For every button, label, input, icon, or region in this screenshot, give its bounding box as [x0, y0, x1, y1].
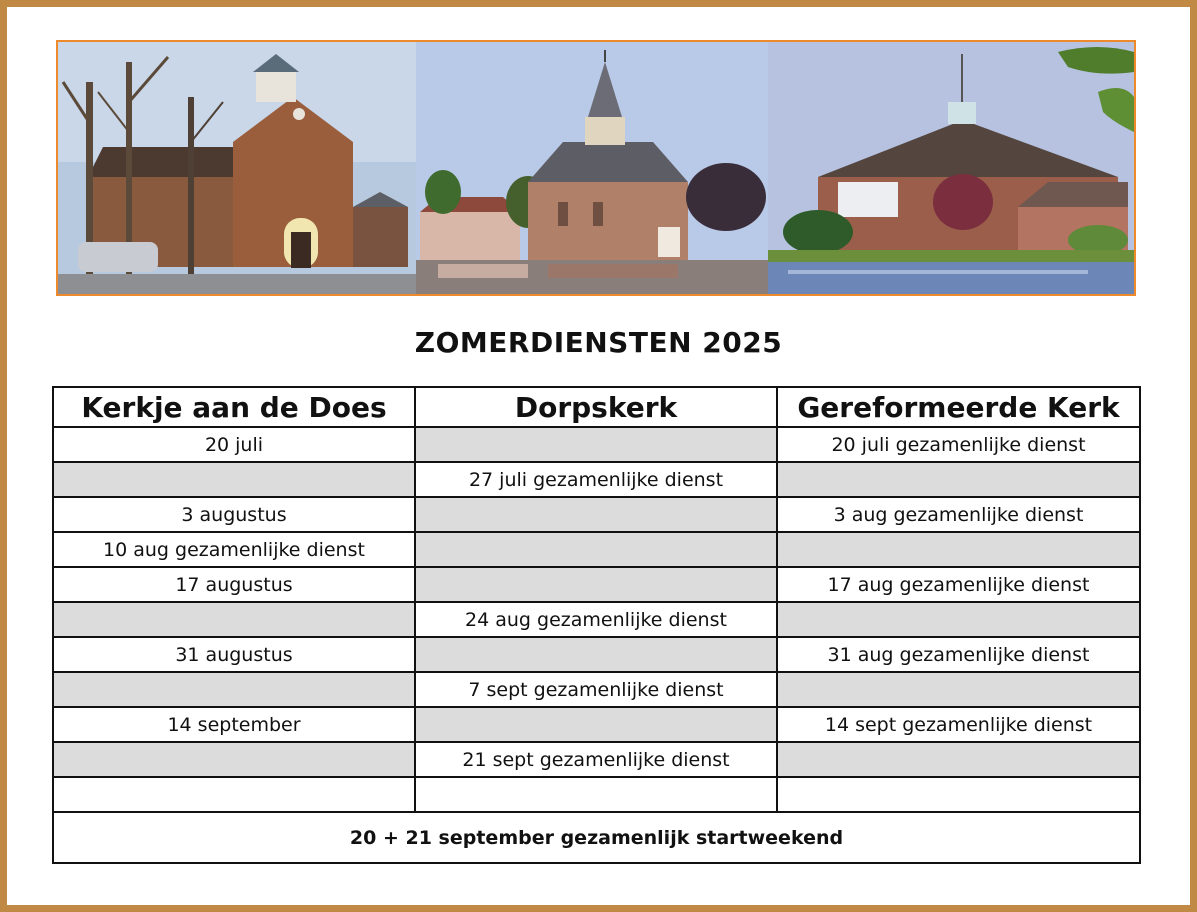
- table-cell: [53, 602, 415, 637]
- table-cell: 17 augustus: [53, 567, 415, 602]
- table-row: [53, 637, 1140, 672]
- column-header-kerkje-aan-de-does: Kerkje aan de Does: [53, 387, 415, 427]
- table-cell: [53, 462, 415, 497]
- page-title: ZOMERDIENSTEN 2025: [414, 326, 783, 359]
- table-cell: [777, 742, 1140, 777]
- table-cell: 14 september: [53, 707, 415, 742]
- startweekend-note: 20 + 21 september gezamenlijk startweekend: [53, 812, 1140, 863]
- table-cell: 20 juli: [53, 427, 415, 462]
- table-cell: [777, 602, 1140, 637]
- table-cell: [415, 637, 777, 672]
- photo-kerkje-aan-de-does: [58, 42, 416, 294]
- table-cell: 31 aug gezamenlijke dienst: [777, 637, 1140, 672]
- table-cell: [777, 532, 1140, 567]
- photo-dorpskerk: [416, 42, 768, 294]
- table-row: [53, 532, 1140, 567]
- church-photo-banner: [56, 40, 1136, 296]
- table-row: [53, 742, 1140, 777]
- table-cell: [777, 462, 1140, 497]
- table-cell: [415, 427, 777, 462]
- table-cell: [415, 567, 777, 602]
- table-row: [53, 602, 1140, 637]
- table-header-row: [53, 387, 1140, 427]
- table-cell: 20 juli gezamenlijke dienst: [777, 427, 1140, 462]
- table-row: [53, 462, 1140, 497]
- table-cell: 31 augustus: [53, 637, 415, 672]
- table-cell: 27 juli gezamenlijke dienst: [415, 462, 777, 497]
- table-cell: 10 aug gezamenlijke dienst: [53, 532, 415, 567]
- table-cell: 3 aug gezamenlijke dienst: [777, 497, 1140, 532]
- table-footer-row: [53, 812, 1140, 863]
- table-row: [53, 707, 1140, 742]
- schedule-table: [52, 386, 1141, 864]
- table-cell: [53, 742, 415, 777]
- table-cell: 21 sept gezamenlijke dienst: [415, 742, 777, 777]
- table-row: [53, 427, 1140, 462]
- table-row: [53, 567, 1140, 602]
- table-cell: [777, 777, 1140, 812]
- column-header-dorpskerk: Dorpskerk: [415, 387, 777, 427]
- table-row: [53, 672, 1140, 707]
- table-cell: [415, 497, 777, 532]
- table-cell: [415, 707, 777, 742]
- table-cell: 3 augustus: [53, 497, 415, 532]
- column-header-gereformeerde-kerk: Gereformeerde Kerk: [777, 387, 1140, 427]
- table-row: [53, 777, 1140, 812]
- table-cell: 14 sept gezamenlijke dienst: [777, 707, 1140, 742]
- photo-gereformeerde-kerk: [768, 42, 1134, 294]
- table-row: [53, 497, 1140, 532]
- table-cell: [53, 672, 415, 707]
- table-cell: [777, 672, 1140, 707]
- table-cell: 24 aug gezamenlijke dienst: [415, 602, 777, 637]
- table-cell: [415, 777, 777, 812]
- table-cell: [415, 532, 777, 567]
- table-cell: [53, 777, 415, 812]
- table-cell: 7 sept gezamenlijke dienst: [415, 672, 777, 707]
- table-cell: 17 aug gezamenlijke dienst: [777, 567, 1140, 602]
